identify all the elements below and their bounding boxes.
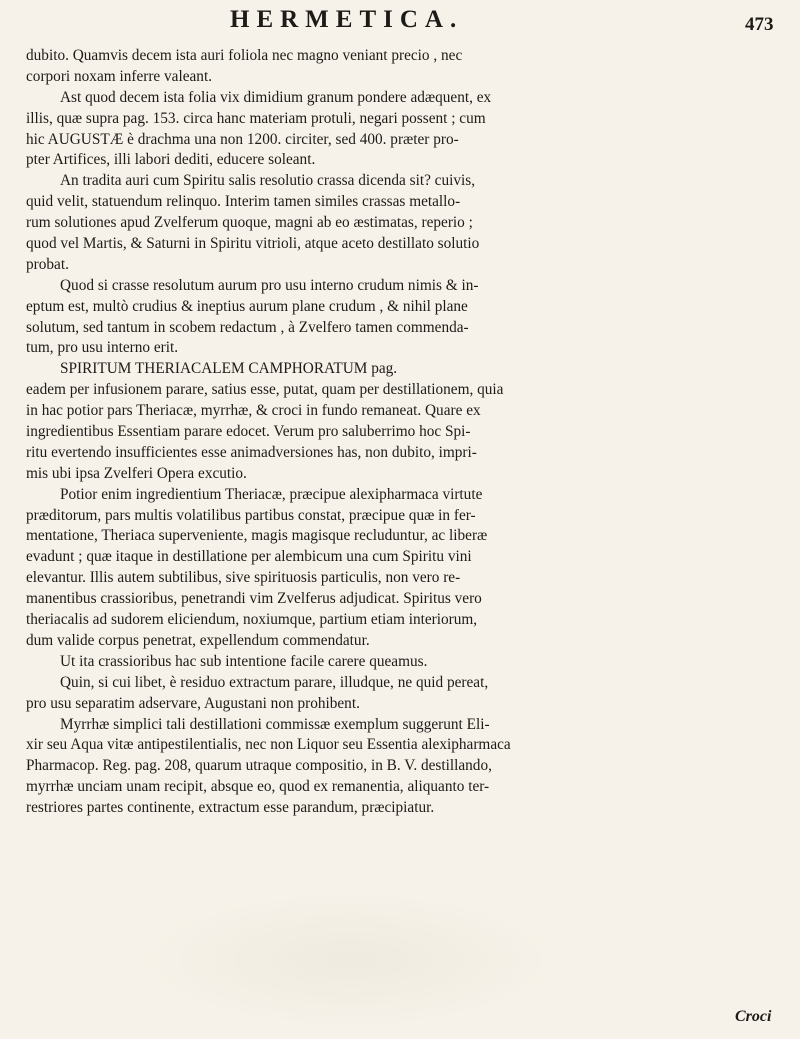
paper-stain bbox=[140, 890, 560, 1030]
text-line: eadem per infusionem parare, satius esse, putat, quam per destillationem, quia bbox=[26, 381, 504, 399]
catchword: Croci bbox=[735, 1008, 772, 1025]
text-line: corpori noxam inferre valeant. bbox=[26, 67, 213, 85]
text-line: An tradita auri cum Spiritu salis resolutio crassa dicenda sit? cuivis, bbox=[60, 172, 476, 190]
text-line: hic AUGUSTÆ è drachma una non 1200. circiter, sed 400. præter pro- bbox=[26, 130, 459, 148]
page-number: 473 bbox=[745, 14, 774, 35]
body-text bbox=[26, 46, 784, 819]
text-line: elevantur. Illis autem subtilibus, sive spirituosis particulis, non vero re- bbox=[26, 569, 461, 587]
text-line: Pharmacop. Reg. pag. 208, quarum utraque compositio, in B. V. destillando, bbox=[26, 757, 492, 775]
text-line: Ast quod decem ista folia vix dimidium granum pondere adæquent, ex bbox=[60, 88, 492, 106]
text-line: theriacalis ad sudorem eliciendum, noxiumque, partium etiam interiorum, bbox=[26, 611, 478, 629]
text-line: pter Artifices, illi labori dediti, educere soleant. bbox=[26, 151, 316, 169]
text-line: mentatione, Theriaca superveniente, magis magisque recluduntur, ac liberæ bbox=[26, 527, 488, 545]
text-line: Ut ita crassioribus hac sub intentione facile carere queamus. bbox=[60, 652, 428, 670]
text-line: Quod si crasse resolutum aurum pro usu interno crudum nimis & in- bbox=[60, 276, 479, 294]
text-line: solutum, sed tantum in scobem redactum , à Zvelfero tamen commenda- bbox=[26, 318, 469, 336]
running-head: HERMETICA. bbox=[230, 6, 464, 33]
text-line: Myrrhæ simplici tali destillationi commissæ exemplum suggerunt Eli- bbox=[60, 715, 490, 733]
text-line: myrrhæ unciam unam recipit, absque eo, quod ex remanentia, aliquanto ter- bbox=[26, 778, 490, 796]
text-line: evadunt ; quæ itaque in destillatione per alembicum una cum Spiritu vini bbox=[26, 548, 472, 566]
text-line: eptum est, multò crudius & ineptius aurum plane crudum , & nihil plane bbox=[26, 297, 468, 315]
text-line: mis ubi ipsa Zvelferi Opera excutio. bbox=[26, 464, 247, 482]
page-header bbox=[0, 6, 800, 40]
text-line: quid velit, statuendum relinquo. Interim tamen similes crassas metallo- bbox=[26, 193, 461, 211]
text-line: xir seu Aqua vitæ antipestilentialis, nec non Liquor seu Essentia alexipharmaca bbox=[26, 736, 511, 754]
text-line: probat. bbox=[26, 255, 69, 273]
text-line: Potior enim ingredientium Theriacæ, præcipue alexipharmaca virtute bbox=[60, 485, 483, 503]
text-line: dum valide corpus penetrat, expellendum commendatur. bbox=[26, 631, 370, 649]
text-line: pro usu separatim adservare, Augustani non prohibent. bbox=[26, 694, 360, 712]
text-line: ritu evertendo insufficientes esse animadversiones has, non dubito, impri- bbox=[26, 443, 477, 461]
text-line: Quin, si cui libet, è residuo extractum parare, illudque, ne quid pereat, bbox=[60, 673, 489, 691]
text-line: quod vel Martis, & Saturni in Spiritu vitrioli, atque aceto destillato solutio bbox=[26, 235, 480, 253]
text-line: manentibus crassioribus, penetrandi vim Zvelferus adjudicat. Spiritus vero bbox=[26, 590, 482, 608]
text-line: SPIRITUM THERIACALEM CAMPHORATUM pag. bbox=[60, 360, 398, 378]
text-line: dubito. Quamvis decem ista auri foliola nec magno veniant precio , nec bbox=[26, 47, 463, 64]
text-line: rum solutiones apud Zvelferum quoque, magni ab eo æstimatas, reperio ; bbox=[26, 214, 473, 232]
text-line: in hac potior pars Theriacæ, myrrhæ, & croci in fundo remaneat. Quare ex bbox=[26, 402, 481, 420]
text-line: ingredientibus Essentiam parare edocet. Verum pro saluberrimo hoc Spi- bbox=[26, 423, 471, 441]
text-line: præditorum, pars multis volatilibus partibus constat, præcipue quæ in fer- bbox=[26, 506, 476, 524]
text-line: illis, quæ supra pag. 153. circa hanc materiam protuli, negari possent ; cum bbox=[26, 109, 486, 127]
text-line: tum, pro usu interno erit. bbox=[26, 339, 179, 357]
text-line: restriores partes continente, extractum esse parandum, præcipiatur. bbox=[26, 799, 435, 817]
